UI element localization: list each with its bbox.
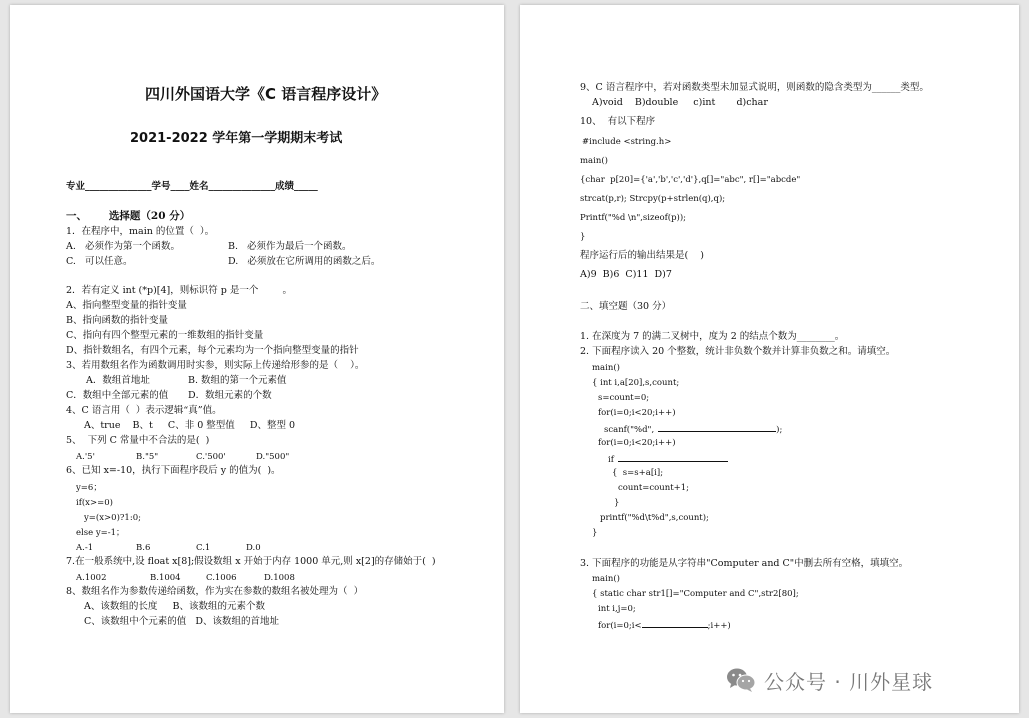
question-3: 3、若用数组名作为函数调用时实参，则实际上传递给形参的是（ ）。 xyxy=(66,360,365,371)
q7-option-a: A.1002 xyxy=(76,573,107,583)
fq2-code-8: { s=s+a[i]; xyxy=(612,468,664,478)
q1-option-c: C. 可以任意。 xyxy=(66,256,133,267)
question-4: 4、C 语言用（ ）表示逻辑“真”值。 xyxy=(66,405,222,416)
fq3-code-2: { static char str1[]="Computer and C",str2[80]; xyxy=(592,589,799,599)
fill-blank-2b xyxy=(618,452,728,462)
q5-option-a: A.'5' xyxy=(76,452,95,462)
q7-option-b: B.1004 xyxy=(150,573,181,583)
exam-page-left xyxy=(10,5,504,713)
fq2-code-4: for(i=0;i<20;i++) xyxy=(598,408,676,418)
question-9: 9、C 语言程序中，若对函数类型未加显式说明，则函数的隐含类型为______类型。 xyxy=(580,82,929,93)
fq3-code-3: int i,j=0; xyxy=(598,604,636,614)
q8-options-ab: A、该数组的长度 B、该数组的元素个数 xyxy=(84,601,265,612)
fill-question-1: 1. 在深度为 7 的满二叉树中，度为 2 的结点个数为________。 xyxy=(580,331,845,342)
fq2-code-11: printf("%d\t%d",s,count); xyxy=(600,513,709,523)
q7-option-d: D.1008 xyxy=(264,573,295,583)
fq3-code-4-end: ;i++) xyxy=(707,621,731,631)
fq2-code-7 xyxy=(608,452,728,466)
exam-page-right xyxy=(520,5,1019,713)
question-5: 5、 下列 C 常量中不合法的是( ) xyxy=(66,435,210,446)
q10-options: A)9 B)6 C)11 D)7 xyxy=(580,269,672,280)
q10-code-1: #include <string.h> xyxy=(582,137,672,147)
q4-options: A、true B、t C、非 0 整型值 D、整型 0 xyxy=(84,420,296,431)
question-7: 7.在一般系统中,设 float x[8];假设数组 x 开始于内存 1000 单元,则 x[2]的存储始于( ) xyxy=(66,556,436,567)
fq2-code-2: { int i,a[20],s,count; xyxy=(592,378,680,388)
fill-question-3: 3. 下面程序的功能是从字符串"Computer and C"中删去所有空格，填填空。 xyxy=(580,558,909,569)
q6-option-b: B.6 xyxy=(136,543,151,553)
fq2-code-1: main() xyxy=(592,363,620,373)
q2-option-c: C、指向有四个整型元素的一维数组的指针变量 xyxy=(66,330,264,341)
fq3-code-4 xyxy=(598,618,731,632)
q8-options-cd: C、该数组中个元素的值 D、该数组的首地址 xyxy=(84,616,279,627)
q5-option-b: B."5" xyxy=(136,452,159,462)
q10-prompt: 程序运行后的输出结果是( ) xyxy=(580,250,704,261)
question-1: 1．在程序中，main 的位置（ ）。 xyxy=(66,226,215,237)
q1-option-b: B. 必须作为最后一个函数。 xyxy=(228,241,352,252)
q6-option-d: D.0 xyxy=(246,543,261,553)
watermark-text: 公众号 · 川外星球 xyxy=(764,669,934,694)
q6-code-3: y=(x>0)?1:0; xyxy=(84,513,141,523)
wechat-icon xyxy=(726,667,756,693)
fq2-code-9: count=count+1; xyxy=(618,483,690,493)
q10-code-4: strcat(p,r); Strcpy(p+strlen(q),q); xyxy=(580,194,726,204)
q6-code-4: else y=-1； xyxy=(76,528,125,538)
fq2-code-5 xyxy=(604,422,782,436)
fq2-code-5-end: ); xyxy=(776,425,783,435)
question-8: 8、数组名作为参数传递给函数，作为实在参数的数组名被处理为（ ） xyxy=(66,586,364,597)
student-info-line: 专业______________学号____姓名______________成绩_____ xyxy=(66,181,318,192)
fq2-code-3: s=count=0; xyxy=(598,393,650,403)
q2-option-b: B、指向函数的指针变量 xyxy=(66,315,168,326)
exam-title: 四川外国语大学《C 语言程序设计》 xyxy=(145,85,387,103)
q3-option-d: D．数组元素的个数 xyxy=(188,390,272,401)
fill-question-2: 2. 下面程序读入 20 个整数，统计非负数个数并计算非负数之和。请填空。 xyxy=(580,346,896,357)
q3-option-c: C．数组中全部元素的值 xyxy=(66,390,169,401)
fq2-code-6: for(i=0;i<20;i++) xyxy=(598,438,676,448)
fq3-code-1: main() xyxy=(592,574,620,584)
q1-option-a: A. 必须作为第一个函数。 xyxy=(66,241,180,252)
q5-option-d: D."500" xyxy=(256,452,290,462)
q2-option-d: D、指针数组名，有四个元素，每个元素均为一个指向整型变量的指针 xyxy=(66,345,359,356)
watermark xyxy=(726,660,1016,700)
q10-code-6: } xyxy=(580,232,586,242)
q6-option-c: C.1 xyxy=(196,543,211,553)
question-10: 10、 有以下程序 xyxy=(580,116,656,127)
q6-code-1: y=6； xyxy=(76,483,102,493)
q10-code-2: main() xyxy=(580,156,608,166)
q5-option-c: C.'500' xyxy=(196,452,226,462)
exam-subtitle: 2021-2022 学年第一学期期末考试 xyxy=(130,131,343,146)
q3-option-a: A．数组首地址 xyxy=(86,375,150,386)
q2-option-a: A、指向整型变量的指针变量 xyxy=(66,300,187,311)
q6-code-2: if(x>=0) xyxy=(76,498,113,508)
fq2-code-12: } xyxy=(592,528,598,538)
fq2-code-10: } xyxy=(614,498,620,508)
fq3-code-4-text: for(i=0;i< xyxy=(598,621,642,631)
fq2-code-5-text: scanf("%d", xyxy=(604,425,655,435)
section-fill-heading: 二、填空题（30 分） xyxy=(580,301,672,312)
q10-code-5: Printf("%d \n",sizeof(p)); xyxy=(580,213,687,223)
q7-option-c: C.1006 xyxy=(206,573,237,583)
q1-option-d: D. 必须放在它所调用的函数之后。 xyxy=(228,256,381,267)
fill-blank-3a xyxy=(642,618,708,628)
q3-option-b: B. 数组的第一个元素值 xyxy=(188,375,287,386)
section-choice-heading: 一、 选择题（20 分） xyxy=(66,210,191,222)
fq2-code-7-text: if xyxy=(608,455,614,465)
q6-option-a: A.-1 xyxy=(76,543,94,553)
q10-code-3: {char p[20]={'a','b','c','d'},q[]="abc", r[]="abcde" xyxy=(580,175,801,185)
question-2: 2．若有定义 int (*p)[4]，则标识符 p 是一个 。 xyxy=(66,285,293,296)
q9-options: A)void B)double c)int d)char xyxy=(592,97,768,108)
question-6: 6、已知 x=-10，执行下面程序段后 y 的值为( )。 xyxy=(66,465,281,476)
fill-blank-2a xyxy=(658,422,776,432)
